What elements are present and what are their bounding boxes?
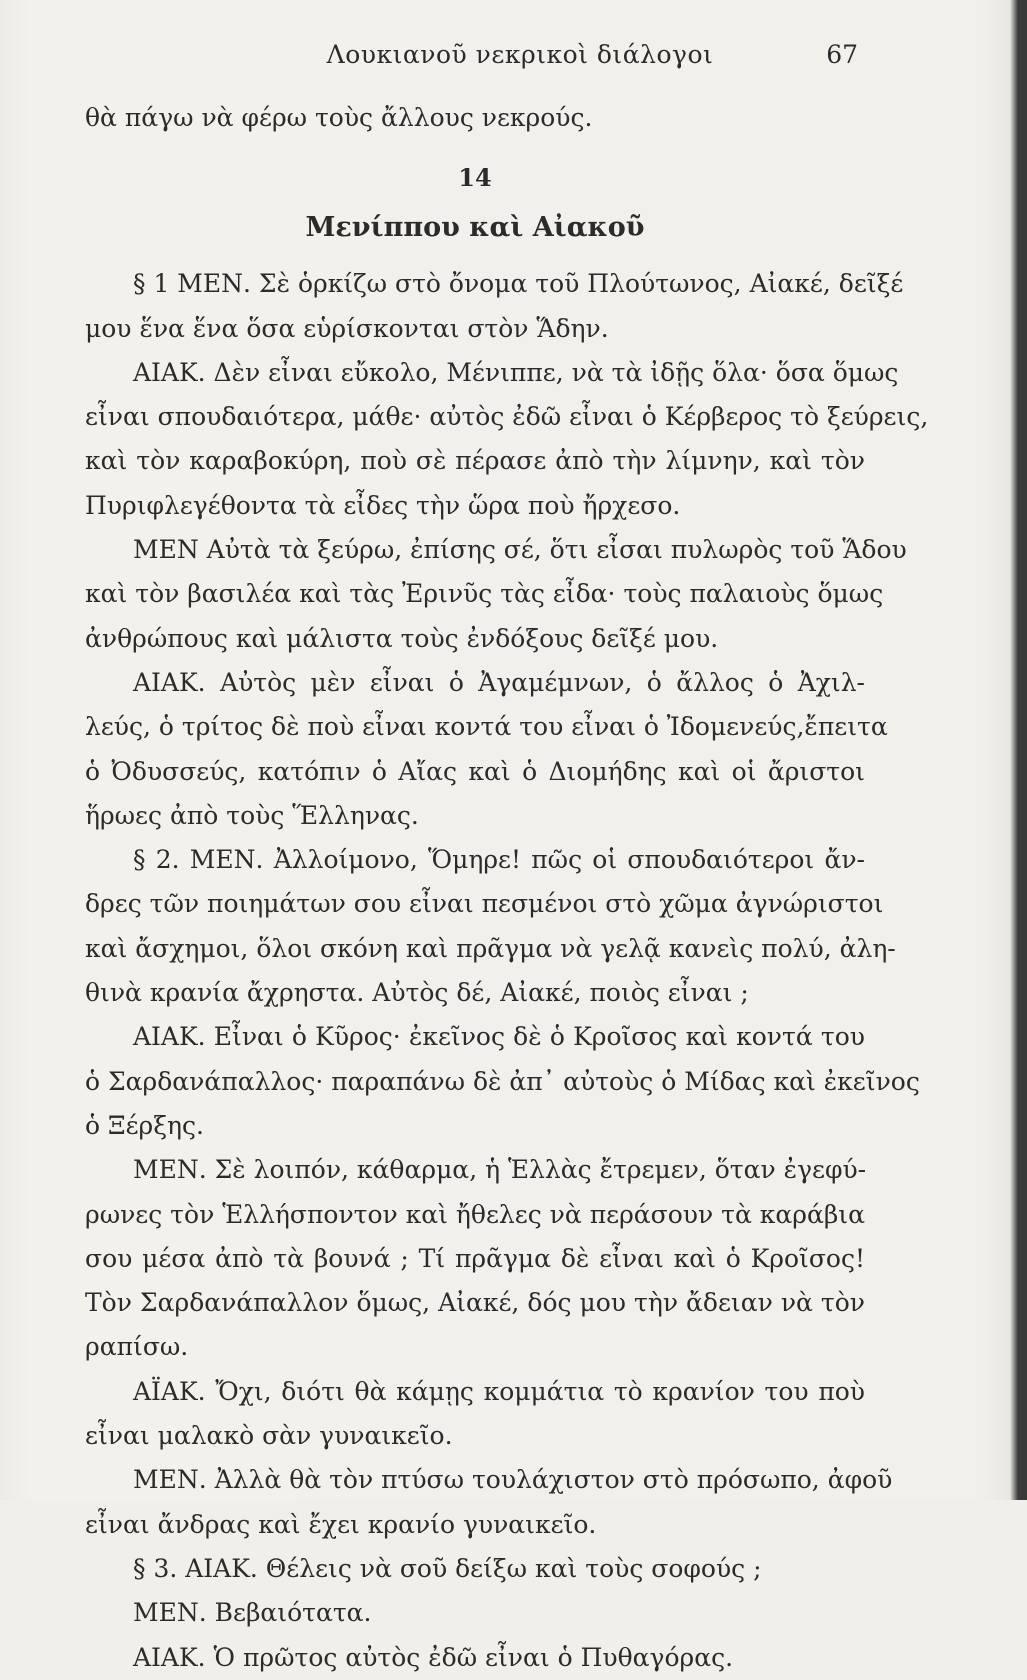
carryover-line: θὰ πάγω νὰ φέρω τοὺς ἄλλους νεκρούς. bbox=[85, 103, 593, 132]
text-line: ΑΪΑΚ. Ὄχι, διότι θὰ κάμῃς κομμάτια τὸ κρανίον του ποὺ bbox=[133, 1376, 865, 1406]
text-line: ἥρωες ἀπὸ τοὺς Ἕλληνας. bbox=[85, 800, 419, 830]
text-line: § 3. ΑΙΑΚ. Θέλεις νὰ σοῦ δείξω καὶ τοὺς σοφούς ; bbox=[133, 1553, 762, 1583]
chapter-title: Μενίππου καὶ Αἰακοῦ bbox=[305, 212, 645, 244]
text-line: σου μέσα ἀπὸ τὰ βουνά ; Τί πρᾶγμα δὲ εἶναι καὶ ὁ Κροῖσος! bbox=[85, 1243, 865, 1273]
text-line: μου ἕνα ἕνα ὅσα εὑρίσκονται στὸν Ἅδην. bbox=[85, 313, 609, 343]
text-line: ΜΕΝ. Σὲ λοιπόν, κάθαρμα, ἡ Ἑλλὰς ἔτρεμεν, ὅταν ἐγεφύ- bbox=[133, 1155, 867, 1185]
text-line: ὁ Ὀδυσσεύς, κατόπιν ὁ Αἴας καὶ ὁ Διομήδης καὶ οἱ ἄριστοι bbox=[85, 756, 865, 786]
text-line: εἶναι ἄνδρας καὶ ἔχει κρανίο γυναικεῖο. bbox=[85, 1509, 597, 1539]
running-head: Λουκιανοῦ νεκρικοὶ διάλογοι bbox=[326, 40, 714, 69]
text-line: ΑΙΑΚ. Αὐτὸς μὲν εἶναι ὁ Ἀγαμέμνων, ὁ ἄλλος ὁ Ἀχιλ- bbox=[133, 667, 865, 697]
page-number: 67 bbox=[826, 40, 858, 69]
text-line: θινὰ κρανία ἄχρηστα. Αὐτὸς δέ, Αἰακέ, ποιὸς εἶναι ; bbox=[85, 978, 749, 1008]
text-line: ὁ Ξέρξης. bbox=[85, 1110, 204, 1140]
text-line: ΑΙΑΚ. Εἶναι ὁ Κῦρος· ἐκεῖνος δὲ ὁ Κροῖσος καὶ κοντά του bbox=[133, 1022, 865, 1052]
text-line: εἶναι μαλακὸ σὰν γυναικεῖο. bbox=[85, 1421, 453, 1451]
text-line: § 2. ΜΕΝ. Ἀλλοίμονο, Ὅμηρε! πῶς οἱ σπουδαιότεροι ἄν- bbox=[133, 845, 865, 875]
text-line: ραπίσω. bbox=[85, 1332, 189, 1362]
text-line: ΜΕΝ Αὐτὰ τὰ ξεύρω, ἐπίσης σέ, ὅτι εἶσαι πυλωρὸς τοῦ Ἅδου bbox=[133, 535, 907, 565]
text-block bbox=[85, 96, 929, 1680]
text-line: καὶ τὸν βασιλέα καὶ τὰς Ἐρινῦς τὰς εἶδα· τοὺς παλαιοὺς ὅμως bbox=[85, 579, 884, 609]
text-line: ρωνες τὸν Ἑλλήσποντον καὶ ἤθελες νὰ περάσουν τὰ καράβια bbox=[85, 1199, 865, 1229]
text-line: ΜΕΝ. Ἀλλὰ θὰ τὸν πτύσω τουλάχιστον στὸ πρόσωπο, ἀφοῦ bbox=[133, 1465, 893, 1495]
text-line: ΑΙΑΚ. Ὁ πρῶτος αὐτὸς ἐδῶ εἶναι ὁ Πυθαγόρας. bbox=[133, 1642, 734, 1672]
text-line: ἀνθρώπους καὶ μάλιστα τοὺς ἐνδόξους δεῖξέ μου. bbox=[85, 623, 719, 653]
text-line: λεύς, ὁ τρίτος δὲ ποὺ εἶναι κοντά του εἶναι ὁ Ἰδομενεύς,ἔπειτα bbox=[85, 712, 888, 742]
text-line: Τὸν Σαρδανάπαλλον ὅμως, Αἰακέ, δός μου τὴν ἄδειαν νὰ τὸν bbox=[85, 1288, 865, 1318]
text-line: δρες τῶν ποιημάτων σου εἶναι πεσμένοι στὸ χῶμα ἀγνώριστοι bbox=[85, 889, 884, 919]
text-line: εἶναι σπουδαιότερα, μάθε· αὐτὸς ἐδῶ εἶναι ὁ Κέρβερος τὸ ξεύρεις, bbox=[85, 402, 929, 432]
text-line: ΑΙΑΚ. Δὲν εἶναι εὔκολο, Μένιππε, νὰ τὰ ἰδῇς ὅλα· ὅσα ὅμως bbox=[133, 357, 899, 387]
chapter-number: 14 bbox=[458, 163, 492, 193]
text-line: Πυριφλεγέθοντα τὰ εἶδες τὴν ὥρα ποὺ ἤρχεσο. bbox=[85, 490, 681, 520]
text-line: ὁ Σαρδανάπαλλος· παραπάνω δὲ ἀπ᾽ αὐτοὺς ὁ Μίδας καὶ ἐκεῖνος bbox=[85, 1066, 920, 1096]
text-line: § 1 ΜΕΝ. Σὲ ὁρκίζω στὸ ὄνομα τοῦ Πλούτωνος, Αἰακέ, δεῖξέ bbox=[133, 269, 904, 299]
text-line: ΜΕΝ. Βεβαιότατα. bbox=[133, 1598, 372, 1628]
text-line: καὶ τὸν καραβοκύρη, ποὺ σὲ πέρασε ἀπὸ τὴν λίμνην, καὶ τὸν bbox=[85, 446, 865, 476]
text-line: καὶ ἄσχημοι, ὅλοι σκόνη καὶ πρᾶγμα νὰ γελᾷ κανεὶς πολύ, ἀλη- bbox=[85, 933, 896, 963]
